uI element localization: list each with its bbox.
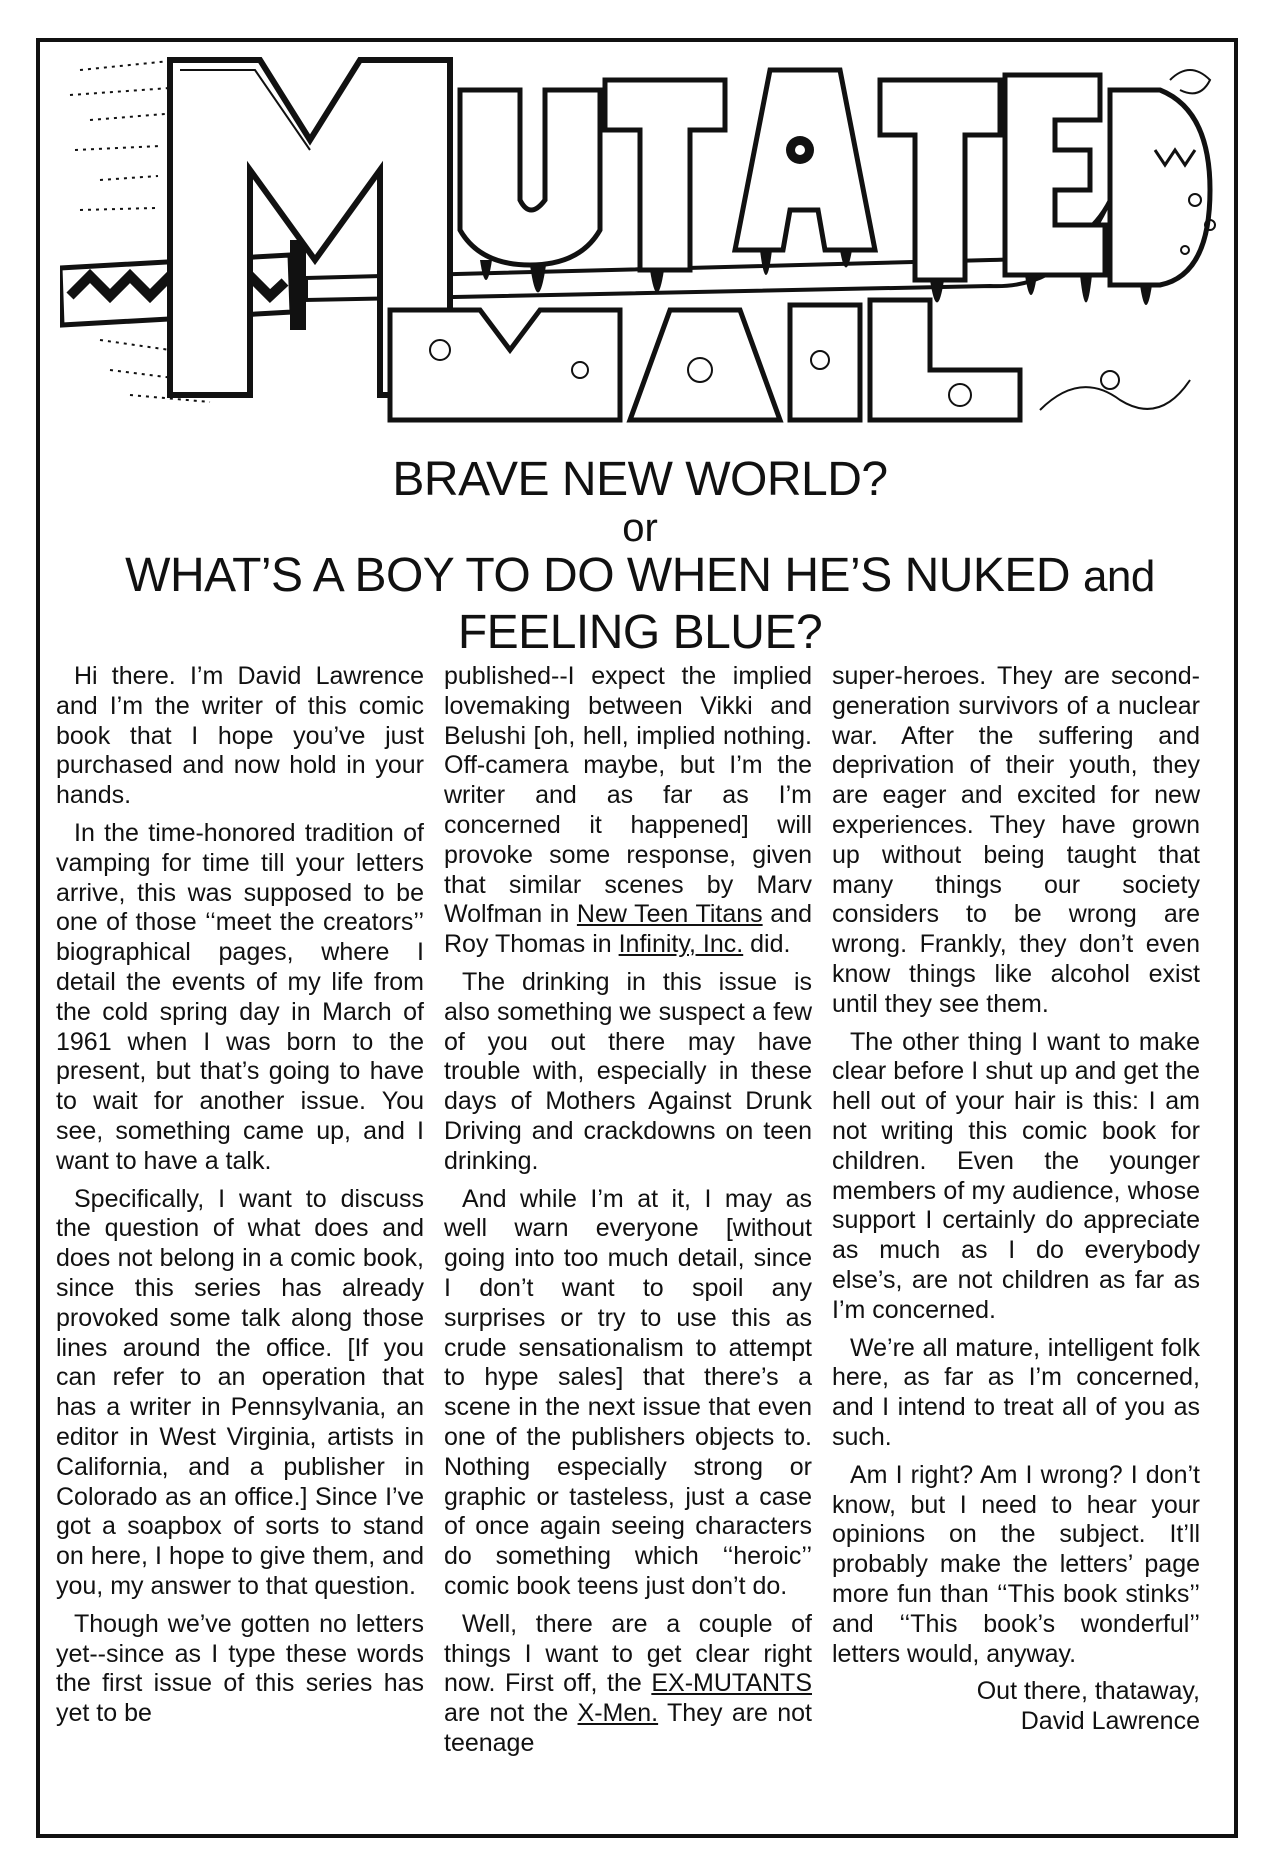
letter-t2 [880,80,1000,280]
headline-line-4: FEELING BLUE? [457,606,823,659]
title-ex-mutants: EX-MUTANTS [651,1669,812,1698]
col1-paragraph-2: In the time-honored tradition of vamping for time till your letters arrive, this was supposed to be one of those ‘‘meet the creators’’ biographical pages, where I detail the events of my life from the cold spring day in March of 1961 when I was born to the present, but that’s going to have to wait for another issue. You see, something came up, and I want to have a talk. [56,818,424,1175]
col1-paragraph-1: Hi there. I’m David Lawrence and I’m the writer of this comic book that I hope you’ve just purchased and now hold in your hands. [56,662,424,810]
col2-paragraph-3: And while I’m at it, I may as well warn everyone [without going into too much detail, since I don’t want to spoil any surprises or try to use this as crude sensationalism to attempt to hype sales] that there’s a scene in the next issue that even one of the publishers objects to. Nothing especially strong or graphic or tasteless, just a case of once again seeing characters do something which ‘‘heroic’’ comic book teens just don’t do. [444,1184,812,1600]
sign-off: Out there, thataway, [976,1677,1200,1706]
letter-d [1110,90,1210,285]
letter-l [870,300,1020,420]
column-1 [56,662,424,1830]
letter-t1 [605,80,725,270]
letter-e [1005,75,1105,275]
col3-paragraph-2: The other thing I want to make clear before I shut up and get the hell out of your hair is this: I am not writing this comic book for children. Even the younger members of my audience, whose support I certainly do appreciate as much as I do everybody else’s, are not children as far as I’m concerned. [832,1027,1200,1324]
article-columns [56,662,1228,1830]
column-3 [832,662,1200,1830]
col2-paragraph-1: published--I expect the implied lovemaking between Vikki and Belushi [oh, hell, implied nothing. Off-camera maybe, but I’m the writer and as far as I’m concerned it happened] will provoke some response, given that similar scenes by Marv Wolfman in New Teen Titans and Roy Thomas in Infinity, Inc. did. [444,662,812,959]
headline-line-2: or [622,506,658,550]
letter-i [790,305,860,420]
col1-paragraph-4: Though we’ve gotten no letters yet--since as I type these words the first issue of this series has yet to be [56,1609,424,1728]
col3-paragraph-1: super-heroes. They are second-generation survivors of a nuclear war. After the suffering and deprivation of their youth, they are eager and excited for new experiences. They have grown up without being taught that many things our society considers to be wrong are wrong. Frankly, they don’t even know things like alcohol exist until they see them. [832,662,1200,1018]
letter-u [460,90,600,265]
headline-line-1: BRAVE NEW WORLD? [392,453,888,506]
title-x-men: X-Men. [577,1699,659,1728]
title-infinity-inc: Infinity, Inc. [618,930,744,959]
mutated-mail-logo [60,50,1220,450]
col3-paragraph-3: We’re all mature, intelligent folk here, as far as I’m concerned, and I intend to treat all of you as such. [832,1333,1200,1451]
headline-line-3: WHAT’S A BOY TO DO WHEN HE’S NUKED and [125,549,1155,602]
title-new-teen-titans: New Teen Titans [576,900,763,929]
col3-paragraph-4: Am I right? Am I wrong? I don’t know, but I need to hear your opinions on the subject. It’ll probably make the letters’ page more fun than ‘‘This book stinks’’ and ‘‘This book’s wonderful’’ letters would, anyway. [832,1460,1200,1668]
headline [40,452,1240,661]
col1-paragraph-3: Specifically, I want to discuss the question of what does and does not belong in a comic book, since this series has already provoked some talk along those lines around the office. [If you can refer to an operation that has a writer in Pennsylvania, an editor in West Virginia, artists in California, and a publisher in Colorado as an office.] Since I’ve got a soapbox of sorts to stand on here, I hope to give them, and you, my answer to that question. [56,1184,424,1600]
column-2 [444,662,812,1830]
col2-paragraph-2: The drinking in this issue is also something we suspect a few of you out there may have trouble with, especially in these days of Mothers Against Drunk Driving and crackdowns on teen drinking. [444,967,812,1175]
signature-name: David Lawrence [1020,1707,1200,1736]
col2-paragraph-4: Well, there are a couple of things I want to get clear right now. First off, the EX-MUTANTS are not the X-Men. They are not teenage [444,1609,812,1757]
letter-a2 [630,310,780,420]
